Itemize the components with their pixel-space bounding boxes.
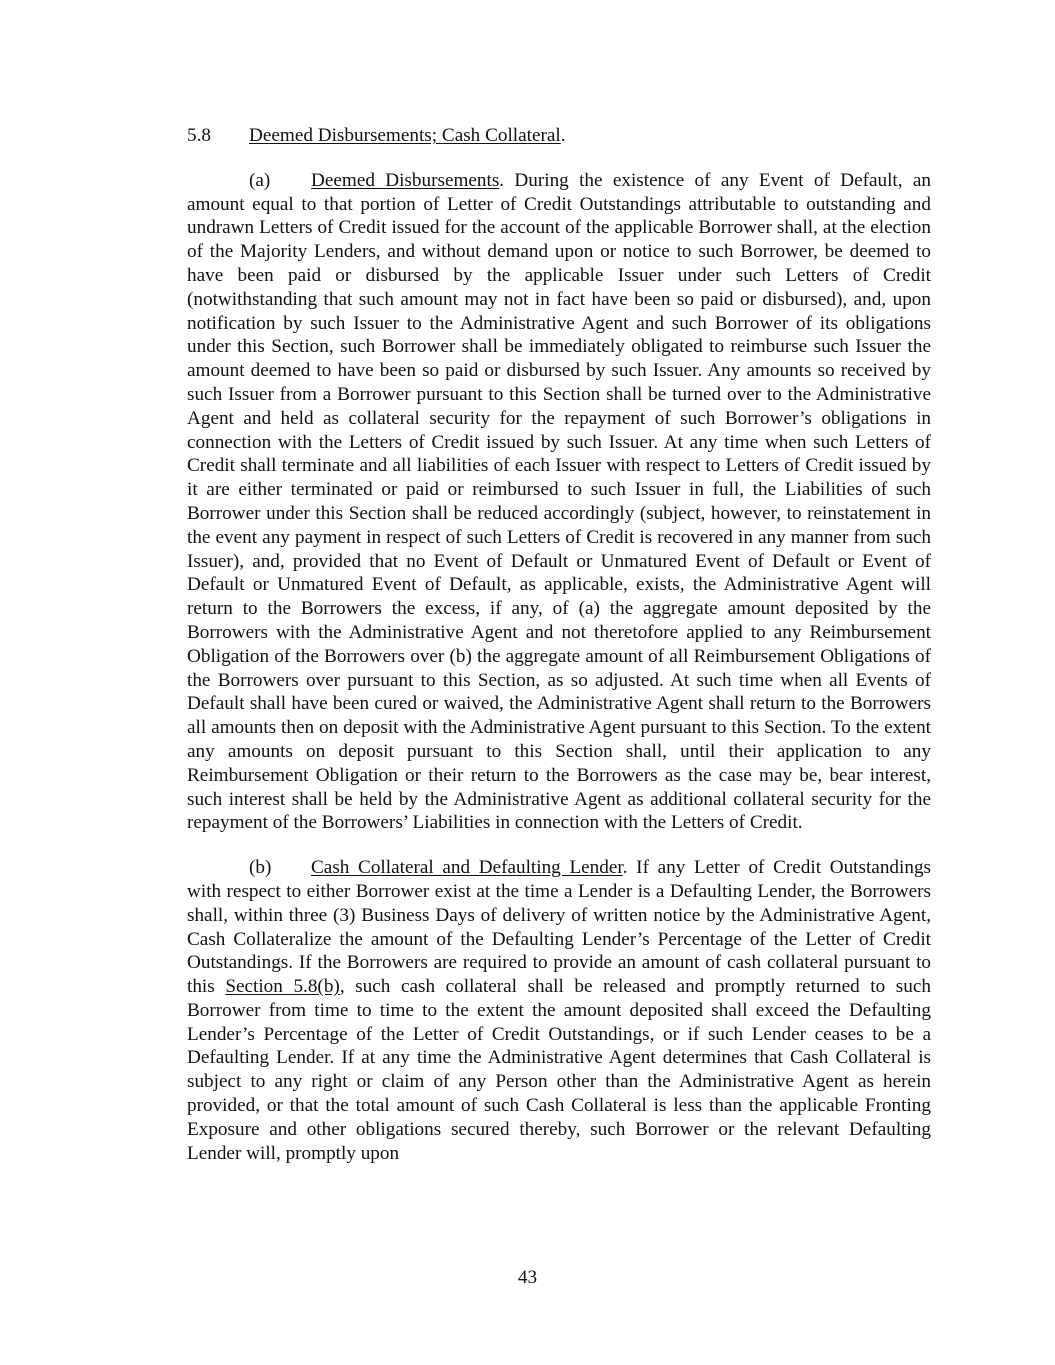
page-number: 43 xyxy=(517,1267,538,1288)
paragraph-a xyxy=(187,169,931,835)
paragraph-b-body-1: . If any Letter of Credit Outstandings with respect to either Borrower exist at the time a Lender is a Defaulting Lender, the Borrowers shall, within three (3) Business Days of delivery of written notice by the Administrative Agent, Cash Collateralize the amount of the Defaulting Lender’s Percentage of the Letter of Credit Outstandings. If the Borrowers are required to provide an amount of cash collateral pursuant to this xyxy=(187,857,931,998)
paragraph-a-body: . During the existence of any Event of Default, an amount equal to that portion of Letter of Credit Outstandings attributable to outstanding and undrawn Letters of Credit issued for the account of the applicable Borrower shall, at the election of the Majority Lenders, and without demand upon or notice to such Borrower, be deemed to have been paid or disbursed by the applicable Issuer under such Letters of Credit (notwithstanding that such amount may not in fact have been so paid or disbursed), and, upon notification by such Issuer to the Administrative Agent and such Borrower of its obligations under this Section, such Borrower shall be immediately obligated to reimburse such Issuer the amount deemed to have been so paid or disbursed by such Issuer. Any amounts so received by such Issuer from a Borrower pursuant to this Section shall be turned over to the Administrative Agent and held as collateral security for the repayment of such Borrower’s obligations in connection with the Letters of Credit issued by such Issuer. At any time when such Letters of Credit shall terminate and all liabilities of each Issuer with respect to Letters of Credit issued by it are either terminated or paid or reimbursed to such Issuer in full, the Liabilities of such Borrower under this Section shall be reduced accordingly (subject, however, to reinstatement in the event any payment in respect of such Letters of Credit is recovered in any manner from such Issuer), and, provided that no Event of Default or Unmatured Event of Default or Event of Default or Unmatured Event of Default, as applicable, exists, the Administrative Agent will return to the Borrowers the excess, if any, of (a) the aggregate amount deposited by the Borrowers with the Administrative Agent and not theretofore applied to any Reimbursement Obligation of the Borrowers over (b) the aggregate amount of all Reimbursement Obligations of the Borrowers over pursuant to this Section, as so adjusted. At such time when all Events of Default shall have been cured or waived, the Administrative Agent shall return to the Borrowers all amounts then on deposit with the Administrative Agent pursuant to this Section. To the extent any amounts on deposit pursuant to this Section shall, until their application to any Reimbursement Obligation or their return to the Borrowers as the case may be, bear interest, such interest shall be held by the Administrative Agent as additional collateral security for the repayment of the Borrowers’ Liabilities in connection with the Letters of Credit. xyxy=(187,169,931,834)
paragraph-a-label: (a) xyxy=(249,169,271,191)
paragraph-a-heading: Deemed Disbursements xyxy=(311,169,500,191)
section-title-period: . xyxy=(560,125,566,146)
paragraph-b-heading: Cash Collateral and Defaulting Lender xyxy=(311,857,623,879)
section-number: 5.8 xyxy=(187,125,211,146)
paragraph-b-label: (b) xyxy=(249,857,272,879)
section-cross-reference: Section 5.8(b) xyxy=(225,976,340,998)
paragraph-b-body-2: , such cash collateral shall be released and promptly returned to such Borrower from time to time to the extent the amount deposited shall exceed the Defaulting Lender’s Percentage of the Letter of Credit Outstandings, or if such Lender ceases to be a Defaulting Lender. If at any time the Administrative Agent determines that Cash Collateral is subject to any right or claim of any Person other than the Administrative Agent as herein provided, or that the total amount of such Cash Collateral is less than the applicable Fronting Exposure and other obligations secured thereby, such Borrower or the relevant Defaulting Lender will, promptly upon xyxy=(187,976,931,1164)
paragraph-b xyxy=(187,856,931,1165)
section-title: Deemed Disbursements; Cash Collateral xyxy=(249,125,561,146)
document-page xyxy=(187,124,931,1186)
section-heading xyxy=(187,124,931,148)
